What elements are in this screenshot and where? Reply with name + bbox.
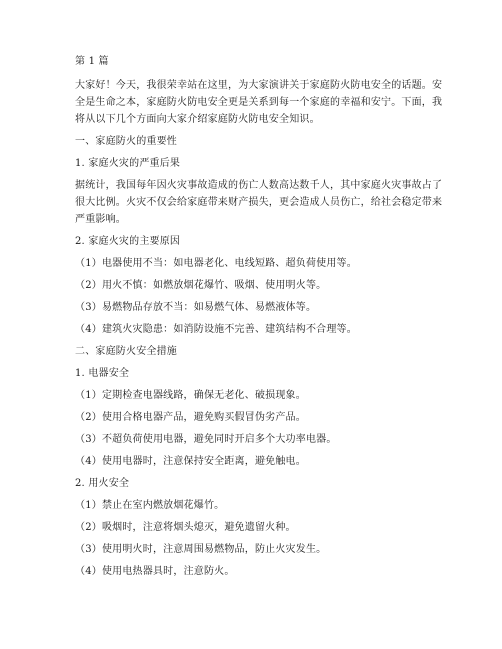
section-1-sub-1-para-line-1: 据统计，我国每年因火灾事故造成的伤亡人数高达数千人，其中家庭火灾事故占了 [75,180,443,191]
list-item: （1）电器使用不当：如电器老化、电线短路、超负荷使用等。 [75,258,357,269]
list-item: （4）使用电器时，注意保持安全距离，避免触电。 [75,456,306,467]
section-1-sub-1-para-line-3: 严重影响。 [75,214,126,225]
list-item: （3）不超负荷使用电器，避免同时开启多个大功率电器。 [75,434,337,445]
intro-line-1: 大家好！今天，我很荣幸站在这里，为大家演讲关于家庭防火防电安全的话题。安 [75,80,443,91]
list-item: （3）使用明火时，注意周围易燃物品，防止火灾发生。 [75,544,327,555]
list-item: （2）用火不慎：如燃放烟花爆竹、吸烟、使用明火等。 [75,280,327,291]
intro-line-2: 全是生命之本，家庭防火防电安全更是关系到每一个家庭的幸福和安宁。下面，我 [75,97,443,108]
list-item: （4）使用电热器具时，注意防火。 [75,566,235,577]
section-2-sub-1-title: 1. 电器安全 [75,368,130,379]
page-heading: 第 1 篇 [75,56,109,67]
section-1-sub-2-title: 2. 家庭火灾的主要原因 [75,236,181,247]
section-1-sub-1-title: 1. 家庭火灾的严重后果 [75,158,181,169]
section-1-title: 一、家庭防火的重要性 [75,136,177,147]
list-item: （1）定期检查电器线路，确保无老化、破损现象。 [75,390,306,401]
section-2-sub-2-title: 2. 用火安全 [75,478,130,489]
list-item: （2）吸烟时，注意将烟头熄灭，避免遗留火种。 [75,522,296,533]
intro-line-3: 将从以下几个方面向大家介绍家庭防火防电安全知识。 [75,114,320,125]
section-1-sub-1-para-line-2: 很大比例。火灾不仅会给家庭带来财产损失，更会造成人员伤亡，给社会稳定带来 [75,197,443,208]
list-item: （4）建筑火灾隐患：如消防设施不完善、建筑结构不合理等。 [75,324,357,335]
section-2-title: 二、家庭防火安全措施 [75,346,177,357]
list-item: （3）易燃物品存放不当：如易燃气体、易燃液体等。 [75,302,317,313]
list-item: （2）使用合格电器产品，避免购买假冒伪劣产品。 [75,412,306,423]
list-item: （1）禁止在室内燃放烟花爆竹。 [75,500,225,511]
